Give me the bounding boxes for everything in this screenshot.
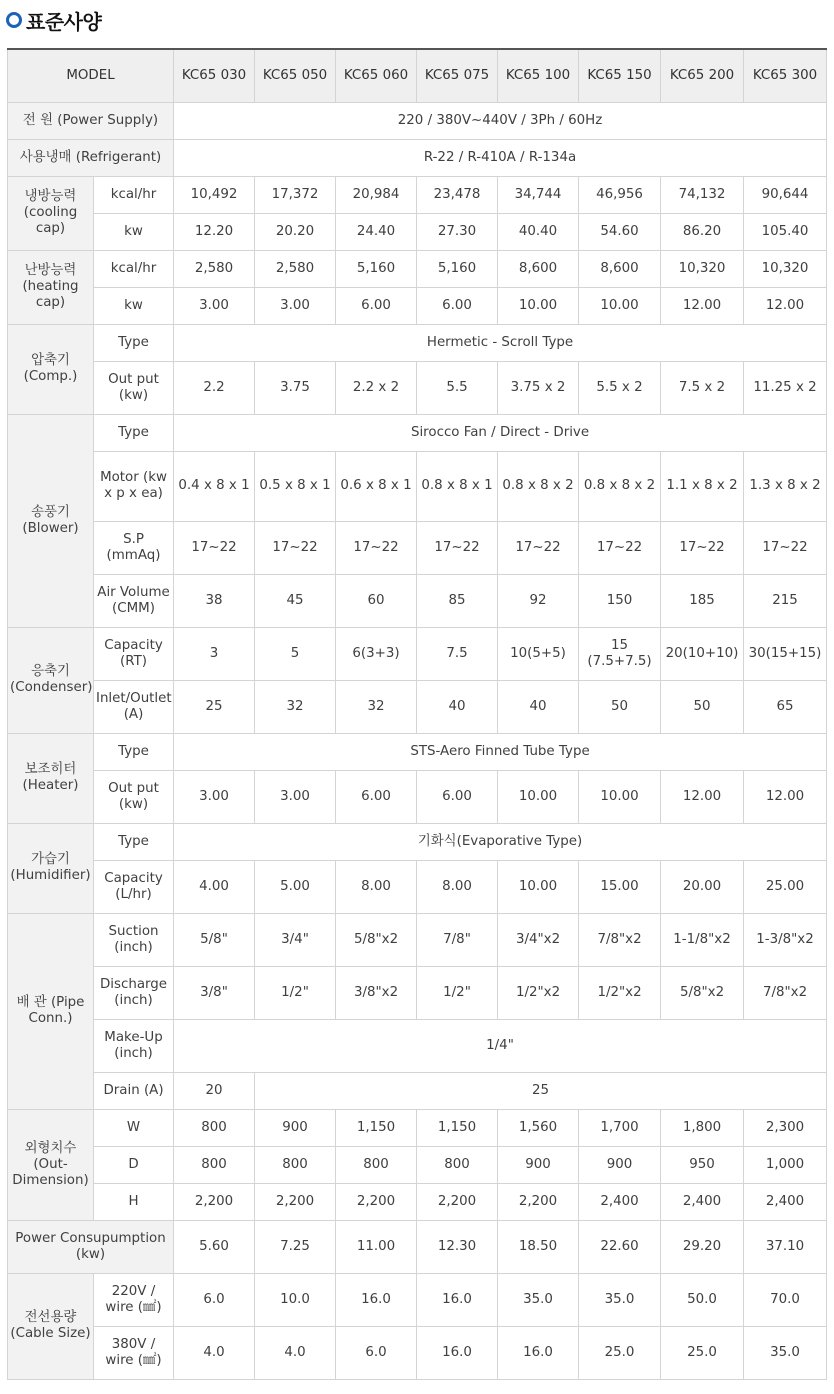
value-cell: 4.00 [174,860,255,913]
value-cell: 2,200 [255,1183,336,1220]
header-model-name: KC65 030 [174,49,255,102]
value-cell: 215 [744,574,827,627]
value-cell: 10.00 [498,770,579,823]
table-row [8,1146,827,1183]
sub-label: W [94,1109,174,1146]
value-cell: 16.0 [336,1273,417,1326]
table-row [8,823,827,860]
page-title: 표준사양 [26,10,102,34]
value-cell: 7.5 x 2 [661,361,744,414]
value-cell: 5/8" [174,913,255,966]
value-cell: 17~22 [174,521,255,574]
sub-label: Type [94,733,174,770]
value-cell: 18.50 [498,1220,579,1273]
table-row [8,361,827,414]
value-cell: 1-3/8"x2 [744,913,827,966]
value-cell: 0.8 x 8 x 2 [579,451,661,521]
value-cell: 25.0 [661,1326,744,1379]
value-cell: 12.00 [744,287,827,324]
header-model-name: KC65 100 [498,49,579,102]
value-cell: 5.00 [255,860,336,913]
value-cell: 2,580 [174,250,255,287]
value-cell: 50 [579,680,661,733]
value-cell: 40 [498,680,579,733]
header-model-name: KC65 050 [255,49,336,102]
value-cell: 25.00 [744,860,827,913]
value-cell: 6.00 [336,770,417,823]
value-cell: 45 [255,574,336,627]
value-cell: 65 [744,680,827,733]
value-cell: 8.00 [336,860,417,913]
sub-label: Type [94,414,174,451]
group-label: 압축기 (Comp.) [8,324,94,414]
value-cell: 35.0 [579,1273,661,1326]
value-cell: 3.75 x 2 [498,361,579,414]
value-cell: 85 [417,574,498,627]
group-label: 가습기 (Humidifier) [8,823,94,913]
table-row [8,574,827,627]
table-row [8,1072,827,1109]
sub-label: H [94,1183,174,1220]
sub-label: Air Volume (CMM) [94,574,174,627]
row-label: Power Consupumption (kw) [8,1220,174,1273]
value-cell: 6.0 [336,1326,417,1379]
table-row [8,414,827,451]
value-cell: 3/4" [255,913,336,966]
value-cell: 7/8"x2 [744,966,827,1019]
sub-label: Motor (kw x p x ea) [94,451,174,521]
value-cell: 800 [255,1146,336,1183]
value-cell: 16.0 [417,1326,498,1379]
value-cell: 11.00 [336,1220,417,1273]
value-cell: 10,492 [174,176,255,213]
section-title [0,0,834,48]
value-cell: 10(5+5) [498,627,579,680]
table-row [8,733,827,770]
value-cell: 12.00 [661,770,744,823]
value-cell: 5/8"x2 [661,966,744,1019]
value-cell: 800 [417,1146,498,1183]
value-cell: 1,700 [579,1109,661,1146]
sub-label: 380V / wire (㎟) [94,1326,174,1379]
value-cell: Hermetic - Scroll Type [174,324,827,361]
sub-label: Drain (A) [94,1072,174,1109]
group-label: 송풍기 (Blower) [8,414,94,627]
value-cell: 10.00 [579,287,661,324]
value-cell: 2.2 x 2 [336,361,417,414]
value-cell: 20(10+10) [661,627,744,680]
table-row [8,250,827,287]
value-cell: 15.00 [579,860,661,913]
value-cell: 40.40 [498,213,579,250]
value-cell: 3.00 [255,770,336,823]
value-cell: 1,000 [744,1146,827,1183]
value-cell: 29.20 [661,1220,744,1273]
value-cell: 20.20 [255,213,336,250]
value-cell: 35.0 [498,1273,579,1326]
value-cell: 70.0 [744,1273,827,1326]
value-cell: 92 [498,574,579,627]
header-model-name: KC65 300 [744,49,827,102]
sub-label: Out put (kw) [94,770,174,823]
value-cell: 7/8"x2 [579,913,661,966]
value-cell: 2,300 [744,1109,827,1146]
value-cell: 1/2" [255,966,336,1019]
sub-label: kcal/hr [94,250,174,287]
sub-label: Out put (kw) [94,361,174,414]
table-row [8,1183,827,1220]
value-cell: 20,984 [336,176,417,213]
sub-label: kcal/hr [94,176,174,213]
value-cell: 32 [255,680,336,733]
sub-label: Inlet/Outlet (A) [94,680,174,733]
value-cell: 1/4" [174,1019,827,1072]
row-label: 사용냉매 (Refrigerant) [8,139,174,176]
table-row [8,966,827,1019]
value-cell: 30(15+15) [744,627,827,680]
sub-label: S.P (mmAq) [94,521,174,574]
sub-label: Type [94,823,174,860]
table-row [8,324,827,361]
value-cell: 2,400 [661,1183,744,1220]
group-label: 외형치수 (Out-Dimension) [8,1109,94,1220]
value-cell: 0.5 x 8 x 1 [255,451,336,521]
value-cell: 0.8 x 8 x 2 [498,451,579,521]
value-cell: 37.10 [744,1220,827,1273]
value-cell: 12.00 [744,770,827,823]
value-cell: 16.0 [498,1326,579,1379]
value-cell: 8,600 [579,250,661,287]
value-cell: 23,478 [417,176,498,213]
value-cell: 15 (7.5+7.5) [579,627,661,680]
value-cell: 10,320 [744,250,827,287]
table-row [8,1109,827,1146]
value-cell: 17~22 [498,521,579,574]
value-cell: STS-Aero Finned Tube Type [174,733,827,770]
value-cell: 38 [174,574,255,627]
value-cell: 8.00 [417,860,498,913]
sub-label: D [94,1146,174,1183]
table-row [8,49,827,102]
sub-label: kw [94,213,174,250]
group-label: 전선용량 (Cable Size) [8,1273,94,1379]
value-cell: 17~22 [579,521,661,574]
value-cell: 3/8"x2 [336,966,417,1019]
value-cell: 800 [336,1146,417,1183]
value-cell: 3 [174,627,255,680]
value-cell: 기화식(Evaporative Type) [174,823,827,860]
value-cell: 6(3+3) [336,627,417,680]
value-cell: 1.3 x 8 x 2 [744,451,827,521]
table-row [8,860,827,913]
value-cell: 6.0 [174,1273,255,1326]
table-row [8,176,827,213]
sub-label: 220V / wire (㎟) [94,1273,174,1326]
table-row [8,451,827,521]
value-cell: 6.00 [417,770,498,823]
value-cell: 6.00 [336,287,417,324]
value-cell: 86.20 [661,213,744,250]
header-model-name: KC65 150 [579,49,661,102]
value-cell: 2,200 [174,1183,255,1220]
value-cell: 1,150 [336,1109,417,1146]
value-cell: 0.6 x 8 x 1 [336,451,417,521]
value-cell: 2,200 [498,1183,579,1220]
table-row [8,1273,827,1326]
row-label: 전 원 (Power Supply) [8,102,174,139]
value-cell: 1,800 [661,1109,744,1146]
value-cell: 6.00 [417,287,498,324]
group-label: 난방능력 (heating cap) [8,250,94,324]
value-cell: R-22 / R-410A / R-134a [174,139,827,176]
value-cell: 3.00 [255,287,336,324]
value-cell: 3.75 [255,361,336,414]
value-cell: 3/4"x2 [498,913,579,966]
value-cell: 12.20 [174,213,255,250]
group-label: 응축기 (Condenser) [8,627,94,733]
value-cell: 25 [255,1072,827,1109]
value-cell: 17,372 [255,176,336,213]
value-cell: 800 [174,1109,255,1146]
bullet-circle-icon [6,12,22,28]
group-label: 냉방능력 (cooling cap) [8,176,94,250]
value-cell: 17~22 [661,521,744,574]
table-row [8,102,827,139]
value-cell: 5.5 [417,361,498,414]
header-model-name: KC65 200 [661,49,744,102]
value-cell: 40 [417,680,498,733]
value-cell: 900 [498,1146,579,1183]
value-cell: 5.60 [174,1220,255,1273]
value-cell: 950 [661,1146,744,1183]
value-cell: 2,400 [744,1183,827,1220]
table-row [8,680,827,733]
value-cell: 25 [174,680,255,733]
table-row [8,213,827,250]
value-cell: 1.1 x 8 x 2 [661,451,744,521]
value-cell: 7/8" [417,913,498,966]
value-cell: 105.40 [744,213,827,250]
value-cell: 1/2"x2 [498,966,579,1019]
value-cell: 4.0 [255,1326,336,1379]
value-cell: 0.8 x 8 x 1 [417,451,498,521]
value-cell: 220 / 380V~440V / 3Ph / 60Hz [174,102,827,139]
value-cell: 1/2"x2 [579,966,661,1019]
value-cell: 46,956 [579,176,661,213]
value-cell: 17~22 [255,521,336,574]
value-cell: 2,200 [417,1183,498,1220]
sub-label: Capacity (L/hr) [94,860,174,913]
value-cell: 800 [174,1146,255,1183]
value-cell: 27.30 [417,213,498,250]
value-cell: 0.4 x 8 x 1 [174,451,255,521]
value-cell: 900 [255,1109,336,1146]
value-cell: 185 [661,574,744,627]
group-label: 배 관 (Pipe Conn.) [8,913,94,1109]
value-cell: 17~22 [417,521,498,574]
value-cell: 8,600 [498,250,579,287]
value-cell: 2.2 [174,361,255,414]
value-cell: 2,200 [336,1183,417,1220]
value-cell: 7.25 [255,1220,336,1273]
value-cell: Sirocco Fan / Direct - Drive [174,414,827,451]
value-cell: 35.0 [744,1326,827,1379]
value-cell: 12.30 [417,1220,498,1273]
table-row [8,139,827,176]
value-cell: 11.25 x 2 [744,361,827,414]
value-cell: 90,644 [744,176,827,213]
value-cell: 50.0 [661,1273,744,1326]
value-cell: 150 [579,574,661,627]
value-cell: 5/8"x2 [336,913,417,966]
spec-table [7,48,827,1380]
value-cell: 10.0 [255,1273,336,1326]
value-cell: 20 [174,1072,255,1109]
value-cell: 12.00 [661,287,744,324]
value-cell: 54.60 [579,213,661,250]
value-cell: 5 [255,627,336,680]
value-cell: 2,580 [255,250,336,287]
table-row [8,627,827,680]
sub-label: Discharge (inch) [94,966,174,1019]
value-cell: 20.00 [661,860,744,913]
value-cell: 2,400 [579,1183,661,1220]
value-cell: 16.0 [417,1273,498,1326]
value-cell: 1,150 [417,1109,498,1146]
sub-label: kw [94,287,174,324]
value-cell: 3.00 [174,770,255,823]
value-cell: 32 [336,680,417,733]
value-cell: 1-1/8"x2 [661,913,744,966]
value-cell: 10,320 [661,250,744,287]
header-model-name: KC65 075 [417,49,498,102]
value-cell: 3.00 [174,287,255,324]
value-cell: 50 [661,680,744,733]
value-cell: 22.60 [579,1220,661,1273]
value-cell: 5.5 x 2 [579,361,661,414]
value-cell: 74,132 [661,176,744,213]
value-cell: 1,560 [498,1109,579,1146]
table-row [8,913,827,966]
value-cell: 5,160 [417,250,498,287]
value-cell: 5,160 [336,250,417,287]
value-cell: 17~22 [336,521,417,574]
group-label: 보조히터 (Heater) [8,733,94,823]
value-cell: 7.5 [417,627,498,680]
table-row [8,1220,827,1273]
table-row [8,521,827,574]
sub-label: Capacity (RT) [94,627,174,680]
table-row [8,287,827,324]
sub-label: Type [94,324,174,361]
value-cell: 10.00 [498,860,579,913]
value-cell: 4.0 [174,1326,255,1379]
value-cell: 60 [336,574,417,627]
table-row [8,1019,827,1072]
value-cell: 34,744 [498,176,579,213]
value-cell: 10.00 [579,770,661,823]
header-model-name: KC65 060 [336,49,417,102]
value-cell: 10.00 [498,287,579,324]
value-cell: 24.40 [336,213,417,250]
value-cell: 1/2" [417,966,498,1019]
sub-label: Make-Up (inch) [94,1019,174,1072]
value-cell: 25.0 [579,1326,661,1379]
table-row [8,770,827,823]
header-model: MODEL [8,49,174,102]
table-row [8,1326,827,1379]
value-cell: 3/8" [174,966,255,1019]
sub-label: Suction (inch) [94,913,174,966]
value-cell: 17~22 [744,521,827,574]
value-cell: 900 [579,1146,661,1183]
